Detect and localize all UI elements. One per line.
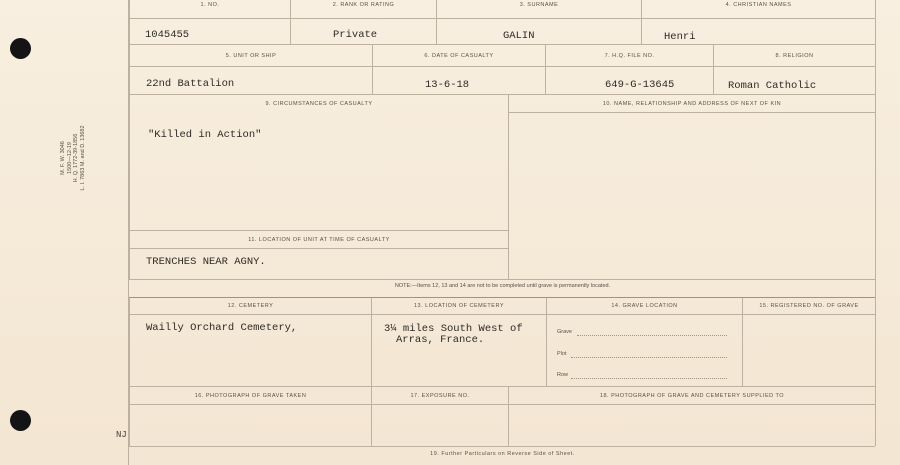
grave-label: Grave	[557, 329, 572, 335]
next-of-kin-header: 10. NAME, RELATIONSHIP AND ADDRESS OF NEXT OF KIN	[602, 101, 782, 107]
header-religion: 8. RELIGION	[713, 44, 875, 66]
form-code: L. I. 7863 M. and D. 13682	[79, 125, 86, 191]
header-date: 6. DATE OF CASUALTY	[372, 44, 545, 66]
form-code: M. F. W. 3046	[60, 141, 66, 175]
number-value: 1045455	[145, 29, 190, 41]
punch-hole	[10, 410, 31, 431]
field-grave-location	[546, 314, 742, 386]
field-location-cemetery	[371, 314, 546, 386]
header-cemetery: 12. CEMETERY	[129, 298, 371, 314]
corner-mark: NJ	[116, 430, 127, 440]
circumstances-header: 9. CIRCUMSTANCES OF CASUALTY	[265, 101, 373, 107]
cemetery-value: Wailly Orchard Cemetery,	[146, 322, 298, 334]
location-unit-value: TRENCHES NEAR AGNY.	[146, 256, 266, 268]
date-value: 13-6-18	[425, 79, 470, 91]
row-label: Row	[557, 372, 569, 378]
rule	[508, 112, 875, 113]
unit-value: 22nd Battalion	[146, 78, 235, 90]
field-exposure-no	[371, 404, 508, 446]
location-cemetery-line2: Arras, France.	[396, 334, 485, 346]
field-cemetery	[129, 314, 371, 386]
footer-text: 19. Further Particulars on Reverse Side of Sheet.	[430, 451, 575, 457]
field-date	[372, 66, 545, 94]
header-rank: 2. RANK OR RATING	[290, 0, 436, 18]
field-religion	[713, 66, 875, 94]
field-file-no	[545, 66, 713, 94]
field-registered-no	[742, 314, 875, 386]
surname-value: GALIN	[503, 30, 535, 42]
rule	[129, 446, 875, 447]
field-christian-names	[641, 18, 875, 44]
header-photograph-supplied: 18. PHOTOGRAPH OF GRAVE AND CEMETERY SUPPLIED TO	[508, 386, 875, 404]
header-location-cemetery: 13. LOCATION OF CEMETERY	[371, 298, 546, 314]
rank-value: Private	[333, 29, 378, 41]
header-surname: 3. SURNAME	[436, 0, 641, 18]
field-circumstances	[129, 94, 508, 230]
plot-label: Plot	[557, 351, 567, 357]
header-unit: 5. UNIT OR SHIP	[129, 44, 372, 66]
plot-line	[571, 357, 727, 358]
form-code: 1500—12-19	[66, 142, 73, 174]
religion-value: Roman Catholic	[728, 80, 817, 92]
location-cemetery-line1: 3¼ miles South West of	[384, 323, 523, 335]
header-photograph-taken: 16. PHOTOGRAPH OF GRAVE TAKEN	[129, 386, 371, 404]
punch-hole	[10, 38, 31, 59]
header-location-unit: 11. LOCATION OF UNIT AT TIME OF CASUALTY	[129, 230, 508, 248]
form-code-text	[60, 58, 86, 258]
header-christian-names: 4. CHRISTIAN NAMES	[641, 0, 875, 18]
header-file-no: 7. H.Q. FILE NO.	[545, 44, 713, 66]
field-location-unit	[129, 248, 508, 279]
form-code: H. Q. 1772-39-1856	[73, 133, 79, 183]
header-grave-location: 14. GRAVE LOCATION	[546, 298, 742, 314]
field-surname	[436, 18, 641, 44]
field-unit	[129, 66, 372, 94]
circumstances-value: "Killed in Action"	[148, 129, 262, 141]
field-photograph-supplied	[508, 404, 875, 446]
header-number: 1. NO.	[129, 0, 290, 18]
field-next-of-kin	[508, 94, 875, 279]
field-number	[129, 18, 290, 44]
rule	[875, 0, 876, 446]
header-exposure-no: 17. EXPOSURE NO.	[371, 386, 508, 404]
field-photograph-taken	[129, 404, 371, 446]
row-line	[571, 378, 727, 379]
rule	[129, 279, 875, 280]
header-registered-no: 15. REGISTERED NO. OF GRAVE	[742, 298, 875, 314]
field-rank	[290, 18, 436, 44]
file-no-value: 649-G-13645	[605, 79, 675, 91]
grave-line	[577, 335, 727, 336]
christian-names-value: Henri	[664, 31, 696, 43]
note-text: NOTE:—Items 12, 13 and 14 are not to be completed until grave is permanently located.	[394, 283, 611, 289]
